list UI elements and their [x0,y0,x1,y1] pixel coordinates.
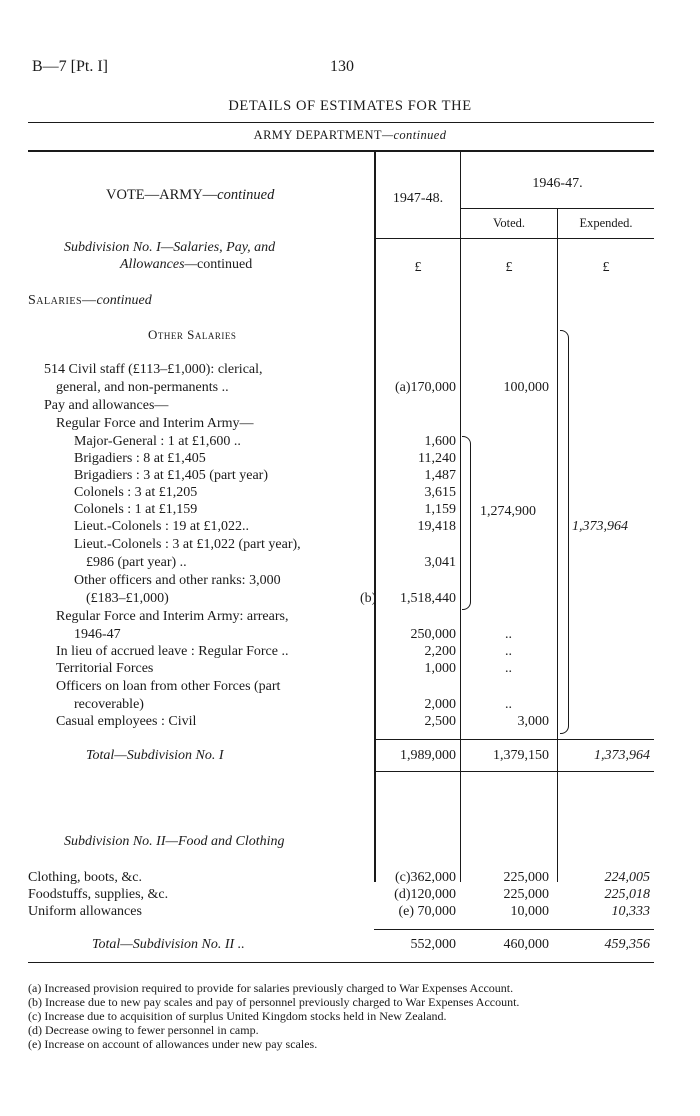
total-2-expended: 459,356 [604,937,650,952]
row-1947: 1,000 [424,661,456,676]
col-voted-header: Voted. [492,216,526,230]
row-label: £986 (part year) .. [86,555,187,570]
salaries-suffix: continued [96,293,152,308]
total-2-1947: 552,000 [410,937,456,952]
row2-expended: 225,018 [604,887,650,902]
row-label: Casual employees : Civil [56,714,197,729]
row2-voted: 10,000 [510,904,549,919]
row-voted: 100,000 [503,380,549,395]
row-label: general, and non-permanents .. [56,380,229,395]
row-label: Brigadiers : 8 at £1,405 [74,451,206,466]
footnote: (b) Increase due to new pay scales and pay of personnel previously charged to War Expenses Account. [28,995,520,1009]
row-label: 514 Civil staff (£113–£1,000): clerical, [44,362,263,377]
row-voted: .. [505,644,512,659]
page-number: 130 [330,58,354,75]
row-1947: 1,487 [424,468,456,483]
row-label: Pay and allowances— [44,398,169,413]
row-label: Lieut.-Colonels : 3 at £1,022 (part year), [74,537,301,552]
expended-brace [560,330,569,734]
pound-expended: £ [602,260,610,275]
vote-heading [106,187,274,204]
row-label: 1946-47 [74,627,121,642]
row2-1947: (d)120,000 [394,887,456,902]
col-divider-3 [557,208,558,882]
row-label: Colonels : 3 at £1,205 [74,485,198,500]
row2-1947: (c)362,000 [394,870,456,885]
row-1947: 11,240 [418,451,456,466]
colhead-rule [374,238,654,239]
row2-label: Clothing, boots, &c. [28,870,142,885]
pound-1947: £ [414,260,422,275]
subhead-rule [460,208,654,209]
row-label: Colonels : 1 at £1,159 [74,502,198,517]
row-label: Regular Force and Interim Army: arrears, [56,609,289,624]
voted-bracket-value: 1,274,900 [480,504,536,519]
row-label: Territorial Forces [56,661,154,676]
row-label: In lieu of accrued leave : Regular Force .. [56,644,289,659]
row-voted: .. [505,697,512,712]
footnote: (a) Increased provision required to provide for salaries previously charged to War Expenses Account. [28,981,514,995]
row-label: Regular Force and Interim Army— [56,416,254,431]
row-1947: 3,615 [424,485,456,500]
salaries-label: Salaries— [28,293,97,308]
total-1-1947: 1,989,000 [400,748,456,763]
row2-voted: 225,000 [503,887,549,902]
row-label: Officers on loan from other Forces (part [56,679,281,694]
subtitle-main: ARMY DEPARTMENT [253,128,382,142]
voted-brace [462,436,471,610]
total-1-top-rule [374,739,654,740]
row-1947: 1,518,440 [400,591,456,606]
total-1-voted: 1,379,150 [493,748,549,763]
row2-voted: 225,000 [503,870,549,885]
vote-label: VOTE—ARMY— [106,187,218,203]
page-title: DETAILS OF ESTIMATES FOR THE [228,98,472,114]
row2-expended: 224,005 [604,870,650,885]
row-1947: 3,041 [424,555,456,570]
row-1947: 1,159 [424,502,456,517]
row-label: recoverable) [74,697,144,712]
subdivision-2-heading: Subdivision No. II—Food and Clothing [64,834,285,849]
header-rule [28,150,654,152]
subdivision-1-suffix: continued [197,257,253,272]
row2-label: Uniform allowances [28,904,142,919]
page-subtitle [0,128,700,143]
footnote: (c) Increase due to acquisition of surplus United Kingdom stocks held in New Zealand. [28,1009,447,1023]
total-1-label: Total—Subdivision No. I [86,748,224,763]
expended-bracket-value: 1,373,964 [572,519,628,534]
footnote-rule [28,962,654,963]
row-1947: 2,200 [424,644,456,659]
total-2-top-rule [374,929,654,930]
row-1947: 2,000 [424,697,456,712]
row-voted: .. [505,627,512,642]
total-2-label: Total—Subdivision No. II .. [92,937,245,952]
row-label: Major-General : 1 at £1,600 .. [74,434,241,449]
title-rule [28,122,654,123]
row-1947: 2,500 [424,714,456,729]
pound-voted: £ [505,260,513,275]
row-label: Lieut.-Colonels : 19 at £1,022.. [74,519,249,534]
subdivision-1-text: Allowances— [120,257,197,272]
total-1-expended: 1,373,964 [594,748,650,763]
row2-label: Foodstuffs, supplies, &c. [28,887,169,902]
footnote: (e) Increase on account of allowances under new pay scales. [28,1037,318,1051]
row-1947: 250,000 [410,627,456,642]
row-label: (£183–£1,000) [86,591,169,606]
total-1-bottom-rule [374,771,654,772]
row-1947: 1,600 [424,434,456,449]
row2-expended: 10,333 [611,904,650,919]
col-1946-header: 1946-47. [532,176,583,191]
col-expended-header: Expended. [579,216,633,230]
total-2-voted: 460,000 [503,937,549,952]
col-1947-header: 1947-48. [392,191,444,206]
salaries-heading [28,293,152,309]
row2-1947: (e) 70,000 [398,904,456,919]
page-code: B—7 [Pt. I] [32,58,108,75]
other-salaries-heading: Other Salaries [148,327,237,342]
row-voted: .. [505,661,512,676]
footnote-ref-b: (b) [360,591,377,606]
subtitle-suffix: —continued [381,128,447,142]
footnote: (d) Decrease owing to fewer personnel in camp. [28,1023,259,1037]
subdivision-1-heading: Subdivision No. I—Salaries, Pay, and [64,240,276,255]
subdivision-1-heading-2 [120,257,252,273]
row-1947: (a)170,000 [394,380,456,395]
row-voted: 3,000 [517,714,549,729]
row-label: Brigadiers : 3 at £1,405 (part year) [74,468,268,483]
row-1947: 19,418 [417,519,456,534]
vote-suffix: continued [217,187,275,203]
row-label: Other officers and other ranks: 3,000 [74,573,281,588]
